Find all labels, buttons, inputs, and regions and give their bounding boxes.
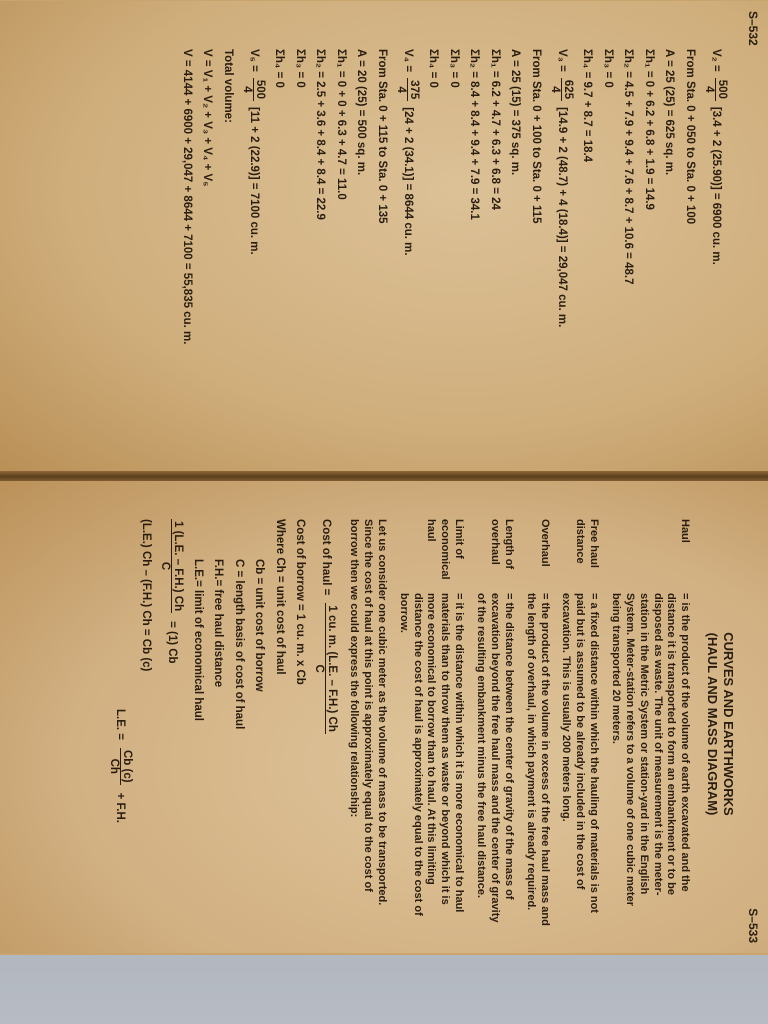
denominator: 4 [394,86,407,93]
equation-2: (L.E.) Ch – (F.H.) Ch = Cb (c) [140,519,153,672]
calc-line: A = 25 (15) = 375 sq. m. [509,49,522,176]
volume-equation [549,49,574,447]
calc-line: A = 20 (25) = 500 sq. m. [355,49,368,176]
equation-rhs: [11 + 2 (22.9)] = 7100 cu. m. [247,107,260,255]
calc-line: Σh₄ = 9.7 + 8.7 = 18.4 [581,49,594,163]
definition-body: = it is the distance within which it is more economical to haul materials than to throw them as waste or beyond which it is more economical to borrow than to haul. At this limiting distance the cost of haul is approximately equal to the cost of borrow. [397,593,466,916]
where-item: F.H.= free haul distance [212,559,225,688]
fraction [395,78,420,101]
calc-line: Σh₃ = 0 [293,49,306,88]
calc-line: Σh₂ = 2.5 + 3.6 + 8.4 + 8.4 = 22.9 [314,49,327,220]
equation-lhs: V₃ = [555,49,568,72]
section-subtitle: (HAUL AND MASS DIAGRAM) [704,632,720,816]
calc-lines [179,49,728,447]
numerator: 625 [561,79,574,100]
right-page [0,481,768,953]
calc-line: Σh₄ = 0 [427,49,440,88]
equation-lhs: V₂ = [709,49,722,72]
equation-rhs: = (1) Cb [166,621,178,664]
paragraph: Let us consider one cubic meter as the volume of mass to be transported. Since the cost of haul at this point is approximately equal to the cost of borrow then we could express the following relationship: [348,519,388,906]
definition-term: Length of overhaul [488,519,515,570]
formula-lhs: Cost of haul = [320,519,333,596]
numerator: 375 [407,80,420,100]
calc-line: Σh₃ = 0 [601,49,614,88]
where-item: L.E.= limit of economical haul [191,559,204,721]
definition-term: Free haul distance [574,519,601,568]
equation-lhs: V₅ = [247,49,260,72]
definition-term: Overhaul [538,519,551,567]
calc-line: A = 25 (25) = 625 sq. m. [663,49,676,176]
cost-of-haul-formula [313,519,338,929]
fraction [159,519,184,613]
definition-item [473,519,515,929]
calc-line: Σh₂ = 4.5 + 7.9 + 9.4 + 7.6 + 8.7 + 10.6 = 48.7 [622,49,635,285]
calc-line: Σh₄ = 0 [273,49,286,88]
calc-line: Total volume: [221,49,234,123]
calc-line: From Sta. 0 + 050 to Sta. 0 + 100 [683,49,696,225]
definition-term: Haul [679,519,692,543]
denominator: Ch [107,758,120,774]
calc-line: From Sta. 0 + 115 to Sta. 0 + 135 [375,49,388,224]
denominator: 4 [702,86,715,93]
equation-rhs: [24 + 2 (34.1)] = 8644 cu. m. [401,107,414,256]
equation-1 [159,519,184,929]
calc-line: Σh₁ = 0 + 6.2 + 6.8 + 1.9 = 14.9 [642,49,655,210]
where-item: Where Ch = unit cost of haul [273,519,286,675]
where-item: C = length basis of cost of haul [232,559,245,730]
definition-item [396,519,465,929]
fraction [313,603,338,734]
cost-of-borrow-formula: Cost of borrow = 1 cu. m. x Cb [294,519,307,685]
calc-line: V = 4144 + 6900 + 29,047 + 8644 + 7100 = 55,835 cu. m. [180,49,193,345]
numerator: 500 [716,79,728,99]
equation-rhs: [3.4 + 2 (25.90)] = 6900 cu. m. [709,106,722,265]
numerator: 1 (L.E. – F.H.) Ch [172,521,185,612]
definition-item [608,519,691,929]
le-formula [108,519,133,929]
volume-equation [703,49,728,447]
numerator: 500 [253,79,266,100]
calc-line: V = V₁ + V₂ + V₃ + V₄ + V₅ [201,49,214,187]
fraction [549,78,574,101]
definition-body: = a fixed distance within which the hauling of materials is not paid but is assumed to be already included in the cost of excavation. This is usually 200 meters long. [560,593,601,913]
fraction [108,748,133,785]
fraction [703,78,728,101]
calc-line: Σh₁ = 0 + 0 + 6.3 + 4.7 = 11.0 [334,49,347,200]
equation-rhs: [14.9 + 2 (48.7) + 4 (18.4)] = 29,047 cu. m. [555,107,568,328]
definition-body: = is the product of the volume of earth excavated and the distance it is transported to form an embankment or to be disposed as waste. The unit of measurement is the meter-station in the Metric System or station-yard in the English System. Meter-station refers to a volume of one cubic meter being transported 20 meters. [609,593,692,906]
definition-item [523,519,551,929]
page-number: S–533 [746,908,760,943]
where-list [190,519,286,929]
calc-line: Σh₂ = 8.4 + 8.4 + 9.4 + 7.9 = 34.1 [468,49,481,220]
volume-equation [395,49,420,447]
calc-line: Σh₃ = 0 [447,49,460,88]
page-number: S–532 [746,11,760,46]
fraction [241,78,266,101]
rotated-spread [0,1,768,953]
where-item: Cb = unit cost of borrow [253,559,266,692]
calc-line: Σh₁ = 6.2 + 4.7 + 6.3 + 6.8 = 24 [488,49,501,210]
formula-lhs: L.E. = [114,709,127,740]
equation-lhs: V₄ = [401,49,414,73]
definitions-list [396,519,691,929]
numerator: 1 cu. m. (L.E. – F.H.) Ch [326,605,339,732]
denominator: C [159,561,172,571]
denominator: 4 [240,86,253,93]
section-title: CURVES AND EARTHWORKS [721,632,736,816]
volume-equation [241,49,266,447]
denominator: C [313,664,326,673]
formula-rhs: + F.H. [114,792,127,823]
definition-item [559,519,601,929]
left-page [0,1,768,473]
definition-body: = the distance between the center of gravity of the mass of excavation beyond the free haul mass and the center of gravity of the resulting embankment minus the free haul distance. [475,593,515,923]
definition-term: Limit of economical haul [425,519,466,580]
definition-body: = the product of the volume in excess of the free haul mass and the length of overhaul, in which payment is already required. [524,593,551,926]
calc-line: From Sta. 0 + 100 to Sta. 0 + 115 [529,49,542,224]
numerator: Cb (c) [120,750,133,783]
denominator: 4 [548,86,561,93]
